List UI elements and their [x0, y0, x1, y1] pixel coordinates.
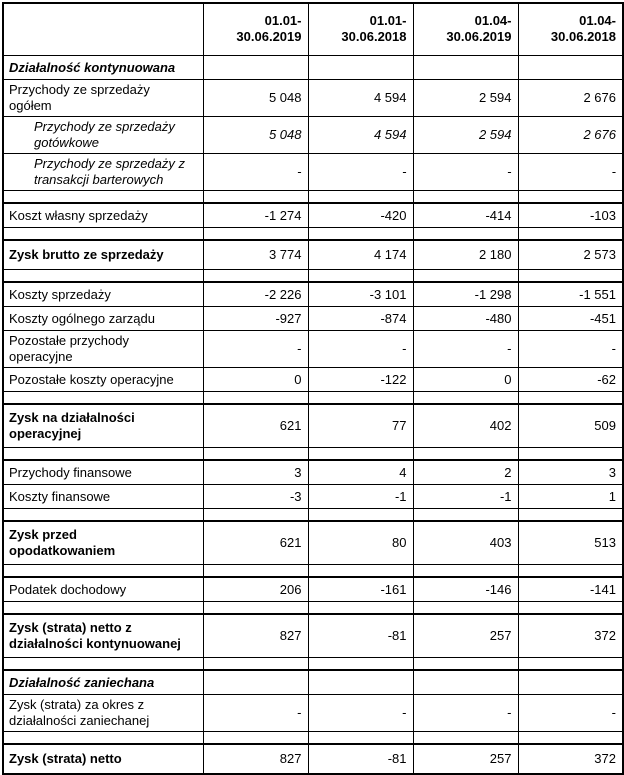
value-cell	[518, 658, 623, 671]
value-cell: 3	[203, 460, 308, 485]
value-cell: 0	[203, 368, 308, 392]
value-cell: 5 048	[203, 80, 308, 117]
value-cell: -	[308, 695, 413, 732]
row-label: Pozostałe koszty operacyjne	[3, 368, 203, 392]
income-statement-table	[2, 2, 624, 775]
row-label	[3, 565, 203, 578]
header-period-3	[413, 3, 518, 56]
value-cell	[518, 670, 623, 695]
table-row	[3, 521, 623, 565]
value-cell	[413, 56, 518, 80]
value-cell: 5 048	[203, 117, 308, 154]
value-cell	[203, 658, 308, 671]
value-cell: 4 174	[308, 240, 413, 270]
value-cell: -	[413, 331, 518, 368]
period-line1: 01.01-	[264, 13, 302, 28]
row-label	[3, 509, 203, 522]
table-row	[3, 404, 623, 448]
period-line2: 30.06.2018	[341, 29, 407, 44]
table-row	[3, 331, 623, 368]
value-cell: -	[203, 331, 308, 368]
value-cell: 1	[518, 485, 623, 509]
value-cell: -420	[308, 203, 413, 228]
value-cell	[308, 191, 413, 204]
value-cell	[203, 509, 308, 522]
row-label: Działalność kontynuowana	[3, 56, 203, 80]
period-line2: 30.06.2019	[236, 29, 302, 44]
header-period-2	[308, 3, 413, 56]
row-label	[3, 602, 203, 615]
value-cell	[413, 228, 518, 241]
value-cell: -141	[518, 577, 623, 602]
spacer-row	[3, 509, 623, 522]
spacer-row	[3, 602, 623, 615]
table-row	[3, 577, 623, 602]
table-row	[3, 368, 623, 392]
value-cell: -146	[413, 577, 518, 602]
value-cell: 2 676	[518, 117, 623, 154]
table-row	[3, 614, 623, 658]
row-label: Działalność zaniechana	[3, 670, 203, 695]
row-label: Koszty sprzedaży	[3, 282, 203, 307]
table-row	[3, 282, 623, 307]
value-cell: 2 676	[518, 80, 623, 117]
spacer-row	[3, 392, 623, 405]
spacer-row	[3, 658, 623, 671]
value-cell: 402	[413, 404, 518, 448]
spacer-row	[3, 228, 623, 241]
table-header	[3, 3, 623, 56]
value-cell: 621	[203, 404, 308, 448]
row-label: Zysk (strata) netto	[3, 744, 203, 774]
row-label	[3, 191, 203, 204]
value-cell	[413, 270, 518, 283]
spacer-row	[3, 732, 623, 745]
value-cell: -1	[413, 485, 518, 509]
value-cell: 2 573	[518, 240, 623, 270]
value-cell	[413, 602, 518, 615]
row-label	[3, 228, 203, 241]
row-label	[3, 270, 203, 283]
period-line1: 01.01-	[369, 13, 407, 28]
value-cell: -	[308, 331, 413, 368]
table-row	[3, 460, 623, 485]
value-cell	[203, 732, 308, 745]
value-cell	[413, 448, 518, 461]
table-row	[3, 117, 623, 154]
value-cell: 827	[203, 744, 308, 774]
value-cell: 257	[413, 614, 518, 658]
value-cell: 0	[413, 368, 518, 392]
row-label: Przychody ze sprzedaży gotówkowe	[3, 117, 203, 154]
value-cell: -451	[518, 307, 623, 331]
value-cell	[518, 191, 623, 204]
value-cell: -	[413, 154, 518, 191]
value-cell: -1 551	[518, 282, 623, 307]
value-cell: -	[518, 154, 623, 191]
row-label: Przychody finansowe	[3, 460, 203, 485]
value-cell: -480	[413, 307, 518, 331]
row-label	[3, 732, 203, 745]
value-cell: 372	[518, 614, 623, 658]
table-row	[3, 80, 623, 117]
row-label: Zysk (strata) netto z działalności kontynuowanej	[3, 614, 203, 658]
value-cell	[308, 670, 413, 695]
value-cell: -414	[413, 203, 518, 228]
value-cell: 509	[518, 404, 623, 448]
value-cell: -1 298	[413, 282, 518, 307]
value-cell	[518, 602, 623, 615]
value-cell	[518, 509, 623, 522]
value-cell: 403	[413, 521, 518, 565]
value-cell	[308, 602, 413, 615]
value-cell: -	[203, 154, 308, 191]
table-row	[3, 695, 623, 732]
value-cell	[203, 270, 308, 283]
spacer-row	[3, 191, 623, 204]
value-cell	[203, 670, 308, 695]
spacer-row	[3, 448, 623, 461]
row-label: Koszt własny sprzedaży	[3, 203, 203, 228]
header-period-1	[203, 3, 308, 56]
value-cell	[413, 509, 518, 522]
row-label: Przychody ze sprzedaży ogółem	[3, 80, 203, 117]
header-empty-cell	[3, 3, 203, 56]
table-row	[3, 56, 623, 80]
value-cell: -874	[308, 307, 413, 331]
value-cell	[413, 392, 518, 405]
value-cell: 2 594	[413, 117, 518, 154]
value-cell	[308, 565, 413, 578]
value-cell: 3	[518, 460, 623, 485]
value-cell	[413, 670, 518, 695]
value-cell	[308, 732, 413, 745]
value-cell: -81	[308, 744, 413, 774]
value-cell: -161	[308, 577, 413, 602]
value-cell: 3 774	[203, 240, 308, 270]
value-cell	[413, 191, 518, 204]
value-cell: 513	[518, 521, 623, 565]
period-line2: 30.06.2019	[446, 29, 512, 44]
table-row	[3, 307, 623, 331]
period-line1: 01.04-	[474, 13, 512, 28]
value-cell: -122	[308, 368, 413, 392]
table-row	[3, 744, 623, 774]
value-cell: -103	[518, 203, 623, 228]
value-cell: 4	[308, 460, 413, 485]
row-label: Koszty finansowe	[3, 485, 203, 509]
value-cell	[413, 565, 518, 578]
table-row	[3, 203, 623, 228]
table-row	[3, 485, 623, 509]
value-cell	[413, 732, 518, 745]
table-body	[3, 56, 623, 775]
value-cell: 621	[203, 521, 308, 565]
value-cell: -	[308, 154, 413, 191]
spacer-row	[3, 270, 623, 283]
value-cell: -81	[308, 614, 413, 658]
header-period-4	[518, 3, 623, 56]
row-label	[3, 448, 203, 461]
value-cell	[308, 509, 413, 522]
value-cell: -1 274	[203, 203, 308, 228]
value-cell: 2	[413, 460, 518, 485]
value-cell	[518, 392, 623, 405]
value-cell	[308, 392, 413, 405]
value-cell: 4 594	[308, 117, 413, 154]
value-cell: -	[203, 695, 308, 732]
period-line2: 30.06.2018	[550, 29, 616, 44]
value-cell	[203, 228, 308, 241]
period-line1: 01.04-	[579, 13, 616, 28]
value-cell: -3	[203, 485, 308, 509]
value-cell	[203, 191, 308, 204]
value-cell	[518, 448, 623, 461]
table-row	[3, 154, 623, 191]
value-cell: 372	[518, 744, 623, 774]
value-cell: 2 180	[413, 240, 518, 270]
value-cell	[518, 565, 623, 578]
value-cell	[203, 602, 308, 615]
value-cell: 80	[308, 521, 413, 565]
value-cell: 77	[308, 404, 413, 448]
value-cell	[308, 270, 413, 283]
value-cell	[518, 228, 623, 241]
value-cell: -	[413, 695, 518, 732]
table-row	[3, 240, 623, 270]
value-cell	[203, 448, 308, 461]
row-label	[3, 658, 203, 671]
value-cell: -	[518, 331, 623, 368]
value-cell	[203, 56, 308, 80]
value-cell: -62	[518, 368, 623, 392]
row-label: Zysk na działalności operacyjnej	[3, 404, 203, 448]
value-cell: -927	[203, 307, 308, 331]
header-row	[3, 3, 623, 56]
row-label: Zysk przed opodatkowaniem	[3, 521, 203, 565]
row-label: Przychody ze sprzedaży z transakcji barterowych	[3, 154, 203, 191]
value-cell	[308, 56, 413, 80]
value-cell	[518, 270, 623, 283]
value-cell: 4 594	[308, 80, 413, 117]
value-cell: -	[518, 695, 623, 732]
row-label: Koszty ogólnego zarządu	[3, 307, 203, 331]
value-cell	[308, 448, 413, 461]
value-cell	[518, 732, 623, 745]
value-cell	[413, 658, 518, 671]
spacer-row	[3, 565, 623, 578]
value-cell	[203, 392, 308, 405]
value-cell	[308, 658, 413, 671]
row-label: Zysk (strata) za okres z działalności zaniechanej	[3, 695, 203, 732]
value-cell: -3 101	[308, 282, 413, 307]
value-cell	[203, 565, 308, 578]
value-cell: 827	[203, 614, 308, 658]
value-cell: 206	[203, 577, 308, 602]
row-label: Zysk brutto ze sprzedaży	[3, 240, 203, 270]
row-label	[3, 392, 203, 405]
value-cell: 257	[413, 744, 518, 774]
value-cell	[308, 228, 413, 241]
value-cell	[518, 56, 623, 80]
row-label: Podatek dochodowy	[3, 577, 203, 602]
value-cell: -2 226	[203, 282, 308, 307]
value-cell: 2 594	[413, 80, 518, 117]
value-cell: -1	[308, 485, 413, 509]
table-row	[3, 670, 623, 695]
row-label: Pozostałe przychody operacyjne	[3, 331, 203, 368]
